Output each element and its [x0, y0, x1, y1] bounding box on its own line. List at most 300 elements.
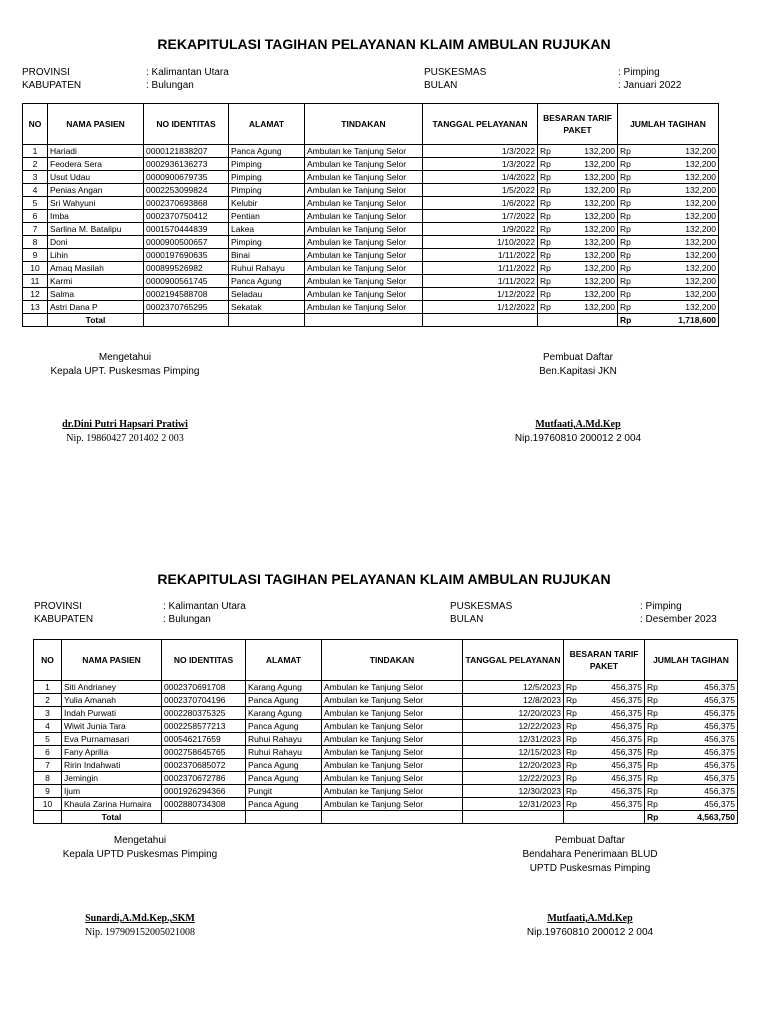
cell-tindakan: Ambulan ke Tanjung Selor	[305, 301, 423, 314]
cell-identitas: 0000900679735	[144, 171, 229, 184]
cell-no: 6	[34, 746, 62, 759]
cell-jumlah-amount: 132,200	[635, 197, 719, 210]
doc1-sign-left	[20, 351, 230, 379]
cell-tarif-rp: Rp	[538, 197, 555, 210]
cell-alamat: Panca Agung	[246, 694, 322, 707]
cell-identitas: 000546217659	[162, 733, 246, 746]
cell-no: 10	[34, 798, 62, 811]
cell-tanggal: 1/4/2022	[423, 171, 538, 184]
doc2-sign-right	[490, 834, 690, 876]
doc2-table-row	[34, 733, 738, 746]
cell-no: 2	[34, 694, 62, 707]
doc2-puskesmas-label: PUSKESMAS	[450, 601, 513, 612]
cell-identitas: 0002758645765	[162, 746, 246, 759]
doc1-provinsi-value: : Kalimantan Utara	[146, 67, 229, 78]
cell-tarif-rp: Rp	[538, 262, 555, 275]
cell-tarif-amount: 132,200	[555, 275, 618, 288]
doc2-table-row	[34, 798, 738, 811]
doc2-table-body	[34, 681, 738, 811]
doc2-col-tindakan: TINDAKAN	[322, 640, 463, 681]
doc1-table-row	[23, 197, 719, 210]
cell-jumlah-rp: Rp	[618, 262, 635, 275]
cell-nama: Amaq Masilah	[48, 262, 144, 275]
cell-jumlah-amount: 132,200	[635, 236, 719, 249]
cell-tindakan: Ambulan ke Tanjung Selor	[305, 223, 423, 236]
cell-alamat: Lakea	[229, 223, 305, 236]
cell-identitas: 0002370704196	[162, 694, 246, 707]
cell-nama: Usut Udau	[48, 171, 144, 184]
cell-alamat: Pimping	[229, 158, 305, 171]
cell-jumlah-amount: 132,200	[635, 262, 719, 275]
cell-identitas: 0002370750412	[144, 210, 229, 223]
cell-tanggal: 1/7/2022	[423, 210, 538, 223]
doc2-table-row	[34, 707, 738, 720]
doc2-total-rp: Rp	[645, 811, 662, 824]
cell-alamat: Panca Agung	[246, 772, 322, 785]
cell-tindakan: Ambulan ke Tanjung Selor	[305, 171, 423, 184]
cell-identitas: 0002253099824	[144, 184, 229, 197]
cell-no: 11	[23, 275, 48, 288]
cell-alamat: Ruhui Rahayu	[246, 746, 322, 759]
cell-tindakan: Ambulan ke Tanjung Selor	[305, 275, 423, 288]
doc1-col-tanggal: TANGGAL PELAYANAN	[423, 104, 538, 145]
cell-tindakan: Ambulan ke Tanjung Selor	[305, 158, 423, 171]
cell-tarif-amount: 456,375	[581, 707, 645, 720]
cell-alamat: Panca Agung	[246, 759, 322, 772]
cell-tindakan: Ambulan ke Tanjung Selor	[322, 772, 463, 785]
cell-tarif-amount: 132,200	[555, 171, 618, 184]
cell-tarif-amount: 132,200	[555, 223, 618, 236]
cell-tarif-rp: Rp	[564, 707, 581, 720]
cell-tindakan: Ambulan ke Tanjung Selor	[305, 249, 423, 262]
doc1-sign-left-nip: Nip. 19860427 201402 2 003	[66, 433, 184, 444]
cell-identitas: 000899526982	[144, 262, 229, 275]
doc1-col-no: NO	[23, 104, 48, 145]
cell-tindakan: Ambulan ke Tanjung Selor	[322, 733, 463, 746]
cell-tanggal: 1/11/2022	[423, 262, 538, 275]
cell-tarif-rp: Rp	[564, 785, 581, 798]
cell-tarif-rp: Rp	[538, 275, 555, 288]
cell-alamat: Seladau	[229, 288, 305, 301]
cell-identitas: 0002370672786	[162, 772, 246, 785]
cell-no: 3	[34, 707, 62, 720]
doc2-sign-right-line3: UPTD Puskesmas Pimping	[529, 863, 651, 874]
doc2-col-nama: NAMA PASIEN	[62, 640, 162, 681]
cell-jumlah-amount: 132,200	[635, 158, 719, 171]
cell-tindakan: Ambulan ke Tanjung Selor	[322, 785, 463, 798]
cell-tarif-amount: 132,200	[555, 301, 618, 314]
cell-tarif-amount: 132,200	[555, 249, 618, 262]
doc2-sign-left-line2: Kepala UPTD Puskesmas Pimping	[62, 849, 218, 860]
cell-tarif-rp: Rp	[538, 158, 555, 171]
cell-tarif-amount: 456,375	[581, 746, 645, 759]
cell-no: 5	[34, 733, 62, 746]
cell-alamat: Ruhui Rahayu	[229, 262, 305, 275]
cell-tanggal: 1/5/2022	[423, 184, 538, 197]
doc1-table-row	[23, 288, 719, 301]
doc1-puskesmas-value: : Pimping	[618, 67, 660, 78]
cell-tanggal: 1/3/2022	[423, 145, 538, 158]
cell-tindakan: Ambulan ke Tanjung Selor	[305, 288, 423, 301]
cell-nama: Imba	[48, 210, 144, 223]
doc1-sign-left-block	[20, 418, 230, 446]
cell-tindakan: Ambulan ke Tanjung Selor	[322, 681, 463, 694]
cell-jumlah-rp: Rp	[618, 301, 635, 314]
cell-tanggal: 12/31/2023	[463, 733, 564, 746]
cell-tarif-amount: 456,375	[581, 759, 645, 772]
cell-jumlah-amount: 456,375	[662, 681, 738, 694]
cell-identitas: 0002258577213	[162, 720, 246, 733]
cell-nama: Astri Dana P	[48, 301, 144, 314]
cell-tarif-rp: Rp	[538, 184, 555, 197]
doc1-total-rp: Rp	[618, 314, 635, 327]
cell-tarif-rp: Rp	[538, 145, 555, 158]
cell-tarif-rp: Rp	[564, 720, 581, 733]
cell-jumlah-amount: 132,200	[635, 184, 719, 197]
cell-jumlah-rp: Rp	[618, 171, 635, 184]
doc1-table-row	[23, 249, 719, 262]
cell-nama: Indah Purwati	[62, 707, 162, 720]
cell-jumlah-amount: 132,200	[635, 301, 719, 314]
cell-tarif-amount: 132,200	[555, 262, 618, 275]
cell-alamat: Panca Agung	[229, 145, 305, 158]
cell-tarif-amount: 132,200	[555, 210, 618, 223]
cell-no: 1	[23, 145, 48, 158]
cell-identitas: 0000900500657	[144, 236, 229, 249]
cell-tarif-amount: 456,375	[581, 681, 645, 694]
cell-tarif-amount: 132,200	[555, 145, 618, 158]
cell-jumlah-rp: Rp	[618, 145, 635, 158]
cell-jumlah-amount: 456,375	[662, 746, 738, 759]
cell-jumlah-rp: Rp	[618, 249, 635, 262]
cell-tindakan: Ambulan ke Tanjung Selor	[305, 262, 423, 275]
cell-tanggal: 1/12/2022	[423, 288, 538, 301]
cell-jumlah-rp: Rp	[645, 759, 662, 772]
cell-jumlah-amount: 132,200	[635, 171, 719, 184]
cell-tarif-rp: Rp	[538, 236, 555, 249]
cell-tindakan: Ambulan ke Tanjung Selor	[322, 759, 463, 772]
cell-tarif-rp: Rp	[564, 772, 581, 785]
doc2-table-row	[34, 772, 738, 785]
doc1-col-nama: NAMA PASIEN	[48, 104, 144, 145]
cell-jumlah-amount: 456,375	[662, 759, 738, 772]
cell-tanggal: 12/15/2023	[463, 746, 564, 759]
cell-identitas: 0002370685072	[162, 759, 246, 772]
cell-jumlah-rp: Rp	[618, 184, 635, 197]
cell-no: 7	[23, 223, 48, 236]
doc2-col-jumlah: JUMLAH TAGIHAN	[645, 640, 738, 681]
doc2-table-row	[34, 694, 738, 707]
cell-jumlah-amount: 456,375	[662, 798, 738, 811]
cell-tanggal: 1/12/2022	[423, 301, 538, 314]
doc1-total-label: Total	[48, 314, 144, 327]
cell-jumlah-rp: Rp	[618, 223, 635, 236]
doc1-sign-left-line2: Kepala UPT. Puskesmas Pimping	[50, 366, 200, 377]
cell-no: 6	[23, 210, 48, 223]
cell-nama: Doni	[48, 236, 144, 249]
cell-tarif-amount: 132,200	[555, 288, 618, 301]
cell-alamat: Panca Agung	[246, 720, 322, 733]
doc2-sign-right-line2: Bendahara Penerimaan BLUD	[522, 849, 658, 860]
doc2-sign-left-name: Sunardi,A.Md.Kep.,SKM	[85, 913, 195, 924]
cell-tindakan: Ambulan ke Tanjung Selor	[322, 746, 463, 759]
doc2-table-row	[34, 759, 738, 772]
doc1-bulan-value: : Januari 2022	[618, 80, 682, 91]
doc1-provinsi-label: PROVINSI	[22, 67, 70, 78]
cell-no: 8	[34, 772, 62, 785]
cell-jumlah-amount: 132,200	[635, 223, 719, 236]
cell-alamat: Pentian	[229, 210, 305, 223]
doc1-table-body	[23, 145, 719, 314]
cell-jumlah-rp: Rp	[645, 746, 662, 759]
cell-nama: Sri Wahyuni	[48, 197, 144, 210]
cell-tanggal: 12/8/2023	[463, 694, 564, 707]
cell-jumlah-rp: Rp	[618, 210, 635, 223]
cell-identitas: 0001926294366	[162, 785, 246, 798]
doc2-bulan-label: BULAN	[450, 614, 484, 625]
cell-no: 4	[34, 720, 62, 733]
cell-tanggal: 12/31/2023	[463, 798, 564, 811]
cell-tarif-rp: Rp	[538, 171, 555, 184]
cell-alamat: Pimping	[229, 184, 305, 197]
doc1-sign-right-line1: Pembuat Daftar	[542, 352, 614, 363]
cell-tanggal: 12/22/2023	[463, 772, 564, 785]
cell-identitas: 0002280375325	[162, 707, 246, 720]
doc2-header-row	[34, 640, 738, 681]
cell-tarif-amount: 132,200	[555, 184, 618, 197]
cell-jumlah-rp: Rp	[645, 720, 662, 733]
doc1-table-row	[23, 262, 719, 275]
doc1-header-row	[23, 104, 719, 145]
doc1-sign-right-nip: Nip.19760810 200012 2 004	[514, 433, 642, 444]
cell-jumlah-rp: Rp	[645, 798, 662, 811]
cell-tarif-rp: Rp	[538, 288, 555, 301]
cell-jumlah-rp: Rp	[645, 772, 662, 785]
cell-identitas: 0001570444839	[144, 223, 229, 236]
cell-jumlah-rp: Rp	[618, 197, 635, 210]
cell-tindakan: Ambulan ke Tanjung Selor	[305, 184, 423, 197]
doc1-col-jumlah: JUMLAH TAGIHAN	[618, 104, 719, 145]
cell-tarif-amount: 132,200	[555, 197, 618, 210]
cell-jumlah-rp: Rp	[645, 681, 662, 694]
doc2-table	[33, 639, 738, 824]
cell-nama: Wiwit Junia Tara	[62, 720, 162, 733]
cell-nama: Lihin	[48, 249, 144, 262]
cell-tarif-amount: 132,200	[555, 236, 618, 249]
doc2-col-no: NO	[34, 640, 62, 681]
doc1-table-row	[23, 236, 719, 249]
doc2-sign-right-line1: Pembuat Daftar	[554, 835, 626, 846]
doc1-kabupaten-value: : Bulungan	[146, 80, 194, 91]
cell-alamat: Pungit	[246, 785, 322, 798]
cell-nama: Ijum	[62, 785, 162, 798]
doc2-table-row	[34, 720, 738, 733]
cell-no: 9	[23, 249, 48, 262]
cell-alamat: Sekatak	[229, 301, 305, 314]
doc1-sign-right-name: Mutfaati,A.Md.Kep	[535, 419, 621, 430]
cell-tarif-rp: Rp	[564, 759, 581, 772]
cell-jumlah-amount: 456,375	[662, 785, 738, 798]
cell-tarif-amount: 456,375	[581, 720, 645, 733]
cell-identitas: 0002370765295	[144, 301, 229, 314]
cell-tarif-rp: Rp	[564, 694, 581, 707]
cell-no: 2	[23, 158, 48, 171]
cell-jumlah-amount: 132,200	[635, 210, 719, 223]
cell-jumlah-rp: Rp	[645, 733, 662, 746]
cell-nama: Feodera Sera	[48, 158, 144, 171]
doc1-col-tindakan: TINDAKAN	[305, 104, 423, 145]
cell-tindakan: Ambulan ke Tanjung Selor	[322, 798, 463, 811]
cell-tanggal: 1/11/2022	[423, 249, 538, 262]
cell-tindakan: Ambulan ke Tanjung Selor	[322, 694, 463, 707]
cell-tanggal: 12/5/2023	[463, 681, 564, 694]
cell-jumlah-rp: Rp	[618, 236, 635, 249]
cell-identitas: 0002880734308	[162, 798, 246, 811]
cell-jumlah-rp: Rp	[618, 158, 635, 171]
cell-alamat: Binai	[229, 249, 305, 262]
cell-nama: Eva Purnamasari	[62, 733, 162, 746]
cell-tarif-amount: 456,375	[581, 785, 645, 798]
cell-tanggal: 1/9/2022	[423, 223, 538, 236]
doc2-col-identitas: NO IDENTITAS	[162, 640, 246, 681]
cell-nama: Salma	[48, 288, 144, 301]
doc2-total-value: 4,563,750	[662, 811, 738, 824]
cell-jumlah-amount: 132,200	[635, 145, 719, 158]
cell-nama: Ririn Indahwati	[62, 759, 162, 772]
cell-identitas: 0000197690635	[144, 249, 229, 262]
doc2-total-row	[34, 811, 738, 824]
cell-no: 7	[34, 759, 62, 772]
cell-identitas: 0002936136273	[144, 158, 229, 171]
cell-jumlah-rp: Rp	[645, 707, 662, 720]
doc2-sign-left-nip: Nip. 197909152005021008	[85, 927, 195, 938]
cell-alamat: Karang Agung	[246, 707, 322, 720]
cell-tanggal: 1/10/2022	[423, 236, 538, 249]
cell-tarif-rp: Rp	[564, 681, 581, 694]
cell-tarif-amount: 456,375	[581, 694, 645, 707]
doc1-table-row	[23, 145, 719, 158]
cell-jumlah-rp: Rp	[645, 785, 662, 798]
doc2-sign-right-block	[490, 912, 690, 940]
doc1-title: REKAPITULASI TAGIHAN PELAYANAN KLAIM AMBULAN RUJUKAN	[157, 36, 611, 52]
cell-alamat: Panca Agung	[229, 275, 305, 288]
doc2-table-row	[34, 681, 738, 694]
doc1-col-identitas: NO IDENTITAS	[144, 104, 229, 145]
doc2-bulan-value: : Desember 2023	[640, 614, 717, 625]
cell-tarif-rp: Rp	[564, 798, 581, 811]
cell-identitas: 0000121838207	[144, 145, 229, 158]
cell-no: 5	[23, 197, 48, 210]
doc1-col-tarif: BESARAN TARIF PAKET	[538, 104, 618, 145]
doc1-sign-right	[478, 351, 678, 379]
doc1-sign-right-line2: Ben.Kapitasi JKN	[539, 366, 617, 377]
doc2-puskesmas-value: : Pimping	[640, 601, 682, 612]
doc2-col-tanggal: TANGGAL PELAYANAN	[463, 640, 564, 681]
doc2-col-tarif: BESARAN TARIF PAKET	[564, 640, 645, 681]
doc2-sign-left-line1: Mengetahui	[113, 835, 167, 846]
cell-no: 8	[23, 236, 48, 249]
doc2-kabupaten-value: : Bulungan	[163, 614, 211, 625]
cell-jumlah-amount: 456,375	[662, 707, 738, 720]
cell-no: 1	[34, 681, 62, 694]
doc2-col-alamat: ALAMAT	[246, 640, 322, 681]
doc1-sign-left-name: dr.Dini Putri Hapsari Pratiwi	[62, 419, 188, 430]
doc2-sign-left	[40, 834, 240, 862]
doc2-sign-left-block	[40, 912, 240, 940]
cell-no: 12	[23, 288, 48, 301]
cell-tarif-rp: Rp	[564, 746, 581, 759]
cell-alamat: Karang Agung	[246, 681, 322, 694]
doc1-table	[22, 103, 719, 327]
cell-no: 9	[34, 785, 62, 798]
cell-alamat: Panca Agung	[246, 798, 322, 811]
doc1-kabupaten-label: KABUPATEN	[22, 80, 82, 91]
cell-jumlah-rp: Rp	[618, 288, 635, 301]
cell-tindakan: Ambulan ke Tanjung Selor	[305, 210, 423, 223]
cell-nama: Fany Aprilia	[62, 746, 162, 759]
doc1-bulan-label: BULAN	[424, 80, 458, 91]
cell-tindakan: Ambulan ke Tanjung Selor	[322, 707, 463, 720]
doc1-table-row	[23, 301, 719, 314]
cell-no: 13	[23, 301, 48, 314]
doc2-provinsi-value: : Kalimantan Utara	[163, 601, 246, 612]
doc1-total-value: 1,718,600	[635, 314, 719, 327]
doc2-table-row	[34, 785, 738, 798]
cell-no: 10	[23, 262, 48, 275]
cell-alamat: Pimping	[229, 236, 305, 249]
doc1-sign-right-block	[478, 418, 678, 446]
doc1-table-row	[23, 223, 719, 236]
doc1-total-row	[23, 314, 719, 327]
doc1-puskesmas-label: PUSKESMAS	[424, 67, 487, 78]
cell-jumlah-rp: Rp	[645, 694, 662, 707]
cell-nama: Khaula Zarina Humaira	[62, 798, 162, 811]
cell-jumlah-rp: Rp	[618, 275, 635, 288]
cell-nama: Jemingin	[62, 772, 162, 785]
cell-tindakan: Ambulan ke Tanjung Selor	[322, 720, 463, 733]
doc1-table-row	[23, 275, 719, 288]
cell-tarif-rp: Rp	[538, 223, 555, 236]
cell-tarif-amount: 456,375	[581, 772, 645, 785]
cell-alamat: Kelubir	[229, 197, 305, 210]
cell-tanggal: 12/20/2023	[463, 707, 564, 720]
doc2-provinsi-label: PROVINSI	[34, 601, 82, 612]
cell-identitas: 0000900561745	[144, 275, 229, 288]
cell-nama: Sarlina M. Batalipu	[48, 223, 144, 236]
cell-jumlah-amount: 456,375	[662, 733, 738, 746]
cell-tindakan: Ambulan ke Tanjung Selor	[305, 236, 423, 249]
cell-tindakan: Ambulan ke Tanjung Selor	[305, 197, 423, 210]
doc1-table-row	[23, 171, 719, 184]
cell-tarif-amount: 132,200	[555, 158, 618, 171]
cell-alamat: Pimping	[229, 171, 305, 184]
cell-nama: Karmi	[48, 275, 144, 288]
cell-jumlah-amount: 132,200	[635, 249, 719, 262]
doc2-title: REKAPITULASI TAGIHAN PELAYANAN KLAIM AMBULAN RUJUKAN	[157, 571, 611, 587]
cell-no: 3	[23, 171, 48, 184]
doc2-sign-right-nip: Nip.19760810 200012 2 004	[526, 927, 654, 938]
cell-no: 4	[23, 184, 48, 197]
cell-identitas: 0002370693868	[144, 197, 229, 210]
cell-tarif-rp: Rp	[538, 210, 555, 223]
doc1-col-alamat: ALAMAT	[229, 104, 305, 145]
doc2-table-row	[34, 746, 738, 759]
doc1-table-row	[23, 184, 719, 197]
cell-tarif-amount: 456,375	[581, 733, 645, 746]
cell-nama: Penias Angan	[48, 184, 144, 197]
cell-jumlah-amount: 132,200	[635, 288, 719, 301]
cell-tanggal: 1/6/2022	[423, 197, 538, 210]
